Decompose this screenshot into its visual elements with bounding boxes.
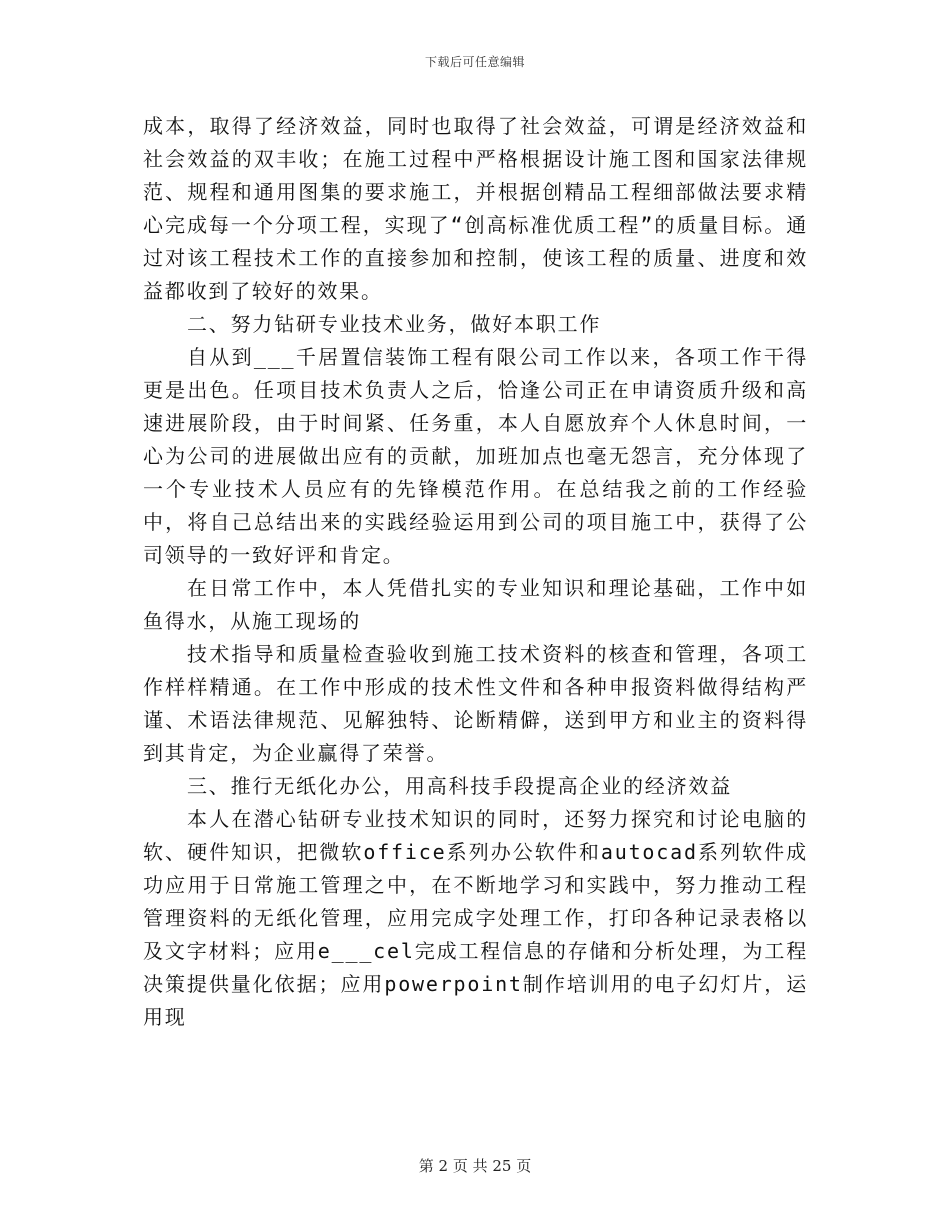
paragraph-2: 自从到___千居置信装饰工程有限公司工作以来，各项工作干得更是出色。任项目技术负责人之后，恰逢公司正在申请资质升级和高速进展阶段，由于时间紧、任务重，本人自愿放弃个人休息时间，一心为公司的进展做出应有的贡献，加班加点也毫无怨言，充分体现了一个专业技术人员应有的先锋模范作用。在总结我之前的工作经验中，将自己总结出来的实践经验运用到公司的项目施工中，获得了公司领导的一致好评和肯定。: [143, 345, 808, 567]
page-number-footer: 第 2 页 共 25 页: [418, 1157, 532, 1175]
section-heading-2: 二、努力钻研专业技术业务，做好本职工作: [187, 312, 602, 336]
document-body: [143, 110, 808, 1034]
paragraph-4: 技术指导和质量检查验收到施工技术资料的核查和管理，各项工作样样精通。在工作中形成的技术性文件和各种申报资料做得结构严谨、术语法律规范、见解独特、论断精僻，送到甲方和业主的资料得到其肯定，为企业赢得了荣誉。: [143, 642, 808, 765]
paragraph-1: 成本，取得了经济效益，同时也取得了社会效益，可谓是经济效益和社会效益的双丰收；在施工过程中严格根据设计施工图和国家法律规范、规程和通用图集的要求施工，并根据创精品工程细部做法要求精心完成每一个分项工程，实现了“创高标准优质工程”的质量目标。通过对该工程技术工作的直接参加和控制，使该工程的质量、进度和效益都收到了较好的效果。: [143, 114, 808, 303]
paragraph-3: 在日常工作中，本人凭借扎实的专业知识和理论基础，工作中如鱼得水，从施工现场的: [143, 576, 808, 633]
section-heading-3: 三、推行无纸化办公，用高科技手段提高企业的经济效益: [187, 774, 732, 798]
paragraph-5: 本人在潜心钻研专业技术知识的同时，还努力探究和讨论电脑的软、硬件知识，把微软office系列办公软件和autocad系列软件成功应用于日常施工管理之中，在不断地学习和实践中，努力推动工程管理资料的无纸化管理，应用完成字处理工作，打印各种记录表格以及文字材料；应用e___cel完成工程信息的存储和分析处理，为工程决策提供量化依据；应用powerpoint制作培训用的电子幻灯片，运用现: [143, 807, 808, 1029]
page-header: 下载后可任意编辑: [424, 55, 525, 69]
